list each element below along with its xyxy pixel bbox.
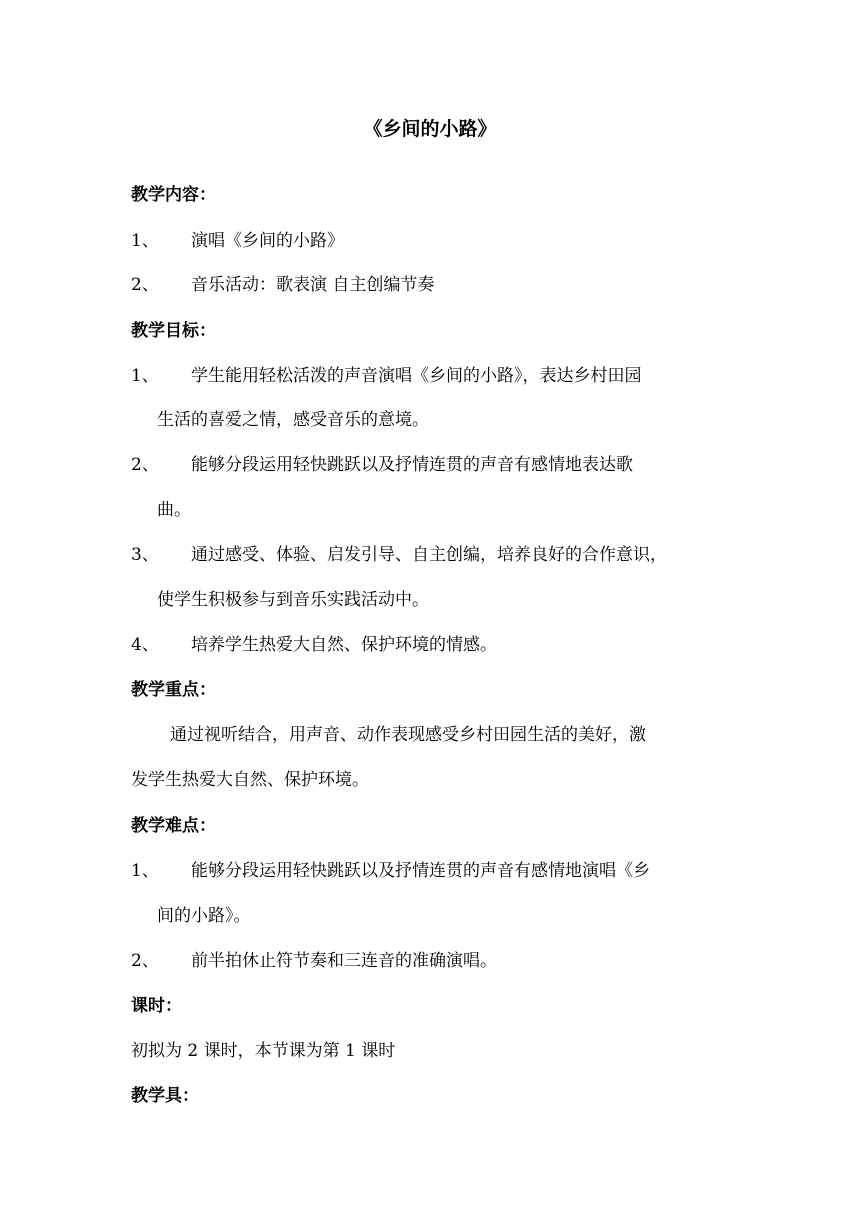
- item-text: 培养学生热爱大自然、保护环境的情感。: [191, 635, 497, 655]
- item-number: 1、: [131, 366, 159, 386]
- key-points-text: 通过视听结合，用声音、动作表现感受乡村田园生活的美好，激: [170, 725, 646, 745]
- difficulty-item-2: [131, 948, 497, 974]
- section-heading-key-points: 教学重点：: [131, 680, 216, 700]
- difficulty-item-1: [131, 858, 650, 884]
- goal-item-1: [131, 363, 642, 389]
- goal-item-1-continued: 生活的喜爱之情，感受音乐的意境。: [157, 410, 429, 430]
- key-points-text-continued: 发学生热爱大自然、保护环境。: [131, 770, 369, 790]
- difficulty-item-1-continued: 间的小路》。: [157, 906, 251, 926]
- goal-item-3: [131, 542, 667, 568]
- item-number: 2、: [131, 951, 159, 971]
- goal-item-4: [131, 632, 497, 658]
- item-text: 能够分段运用轻快跳跃以及抒情连贯的声音有感情地演唱《乡: [191, 861, 650, 881]
- content-item-2: [131, 272, 434, 298]
- goal-item-3-continued: 使学生积极参与到音乐实践活动中。: [157, 590, 429, 610]
- section-heading-goals: 教学目标：: [131, 321, 216, 341]
- section-heading-difficulties: 教学难点：: [131, 816, 216, 836]
- item-number: 2、: [131, 455, 159, 475]
- item-text: 音乐活动：歌表演 自主创编节奏: [191, 275, 435, 295]
- section-heading-content: 教学内容：: [131, 185, 216, 205]
- section-heading-tools: 教学具：: [131, 1086, 199, 1106]
- item-number: 4、: [131, 635, 159, 655]
- hours-text: 初拟为 2 课时，本节课为第 1 课时: [131, 1041, 396, 1061]
- document-title: 《乡间的小路》: [363, 118, 497, 140]
- goal-item-2-continued: 曲。: [157, 500, 191, 520]
- item-number: 2、: [131, 275, 159, 295]
- item-number: 1、: [131, 861, 159, 881]
- goal-item-2: [131, 452, 633, 478]
- item-number: 3、: [131, 545, 159, 565]
- item-text: 前半拍休止符节奏和三连音的准确演唱。: [191, 951, 497, 971]
- item-text: 学生能用轻松活泼的声音演唱《乡间的小路》，表达乡村田园: [191, 366, 642, 386]
- item-number: 1、: [131, 231, 159, 251]
- item-text: 通过感受、体验、启发引导、自主创编，培养良好的合作意识，: [191, 545, 667, 565]
- section-heading-hours: 课时：: [131, 996, 182, 1016]
- content-item-1: [131, 228, 344, 254]
- item-text: 能够分段运用轻快跳跃以及抒情连贯的声音有感情地表达歌: [191, 455, 633, 475]
- item-text: 演唱《乡间的小路》: [191, 231, 344, 251]
